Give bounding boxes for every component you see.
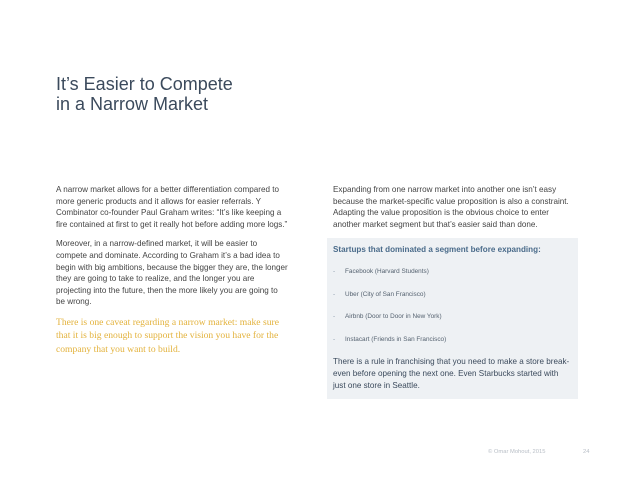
list-item bbox=[333, 289, 572, 301]
bullet-dash: - bbox=[333, 290, 336, 298]
list-item bbox=[333, 334, 572, 346]
list-item bbox=[333, 311, 572, 323]
right-column bbox=[333, 184, 578, 399]
bullet-dash: - bbox=[333, 267, 336, 275]
footer-credit: © Omar Mohout, 2015 bbox=[488, 449, 546, 455]
left-paragraph-1: A narrow market allows for a better differentiation compared to more generic products and it allows for easier referrals. Y Combinator co-founder Paul Graham writes: “It’s like keeping a fire contained at first to get it really hot before adding more logs.” bbox=[56, 185, 288, 229]
list-item-text: Uber (City of San Francisco) bbox=[345, 290, 426, 298]
list-item-text: Facebook (Harvard Students) bbox=[345, 267, 429, 275]
franchising-note: There is a rule in franchising that you need to make a store break-even before opening the next one. Even Starbucks started with just one store in Seattle. bbox=[333, 357, 570, 390]
box-heading: Startups that dominated a segment before expanding: bbox=[333, 245, 541, 255]
list-item-text: Airbnb (Door to Door in New York) bbox=[345, 313, 442, 321]
title-line-1: It’s Easier to Compete bbox=[56, 74, 233, 95]
left-paragraph-2: Moreover, in a narrow-defined market, it will be easier to compete and dominate. According to Graham it’s a bad idea to begin with big ambitions, because the bigger they are, the longer they are going to take to realize, and the longer you are projecting into the future, then the more likely you are going to be wrong. bbox=[56, 239, 288, 307]
list-item bbox=[333, 266, 572, 278]
slide-title bbox=[56, 74, 376, 114]
startup-list bbox=[333, 266, 572, 345]
bullet-dash: - bbox=[333, 313, 336, 321]
left-column bbox=[56, 184, 288, 364]
startups-box bbox=[327, 238, 578, 399]
caveat-quote: There is one caveat regarding a narrow market: make sure that it is big enough to support the vision you have for the company that you want to build. bbox=[56, 316, 279, 355]
bullet-dash: - bbox=[333, 335, 336, 343]
list-item-text: Instacart (Friends in San Francisco) bbox=[345, 335, 447, 343]
right-paragraph-1: Expanding from one narrow market into another one isn’t easy because the market-specific value proposition is also a constraint. Adapting the value proposition is the obvious choice to enter another market segment but that’s easier said than done. bbox=[333, 185, 569, 229]
title-line-2: in a Narrow Market bbox=[56, 94, 209, 115]
page-number: 24 bbox=[583, 449, 590, 455]
